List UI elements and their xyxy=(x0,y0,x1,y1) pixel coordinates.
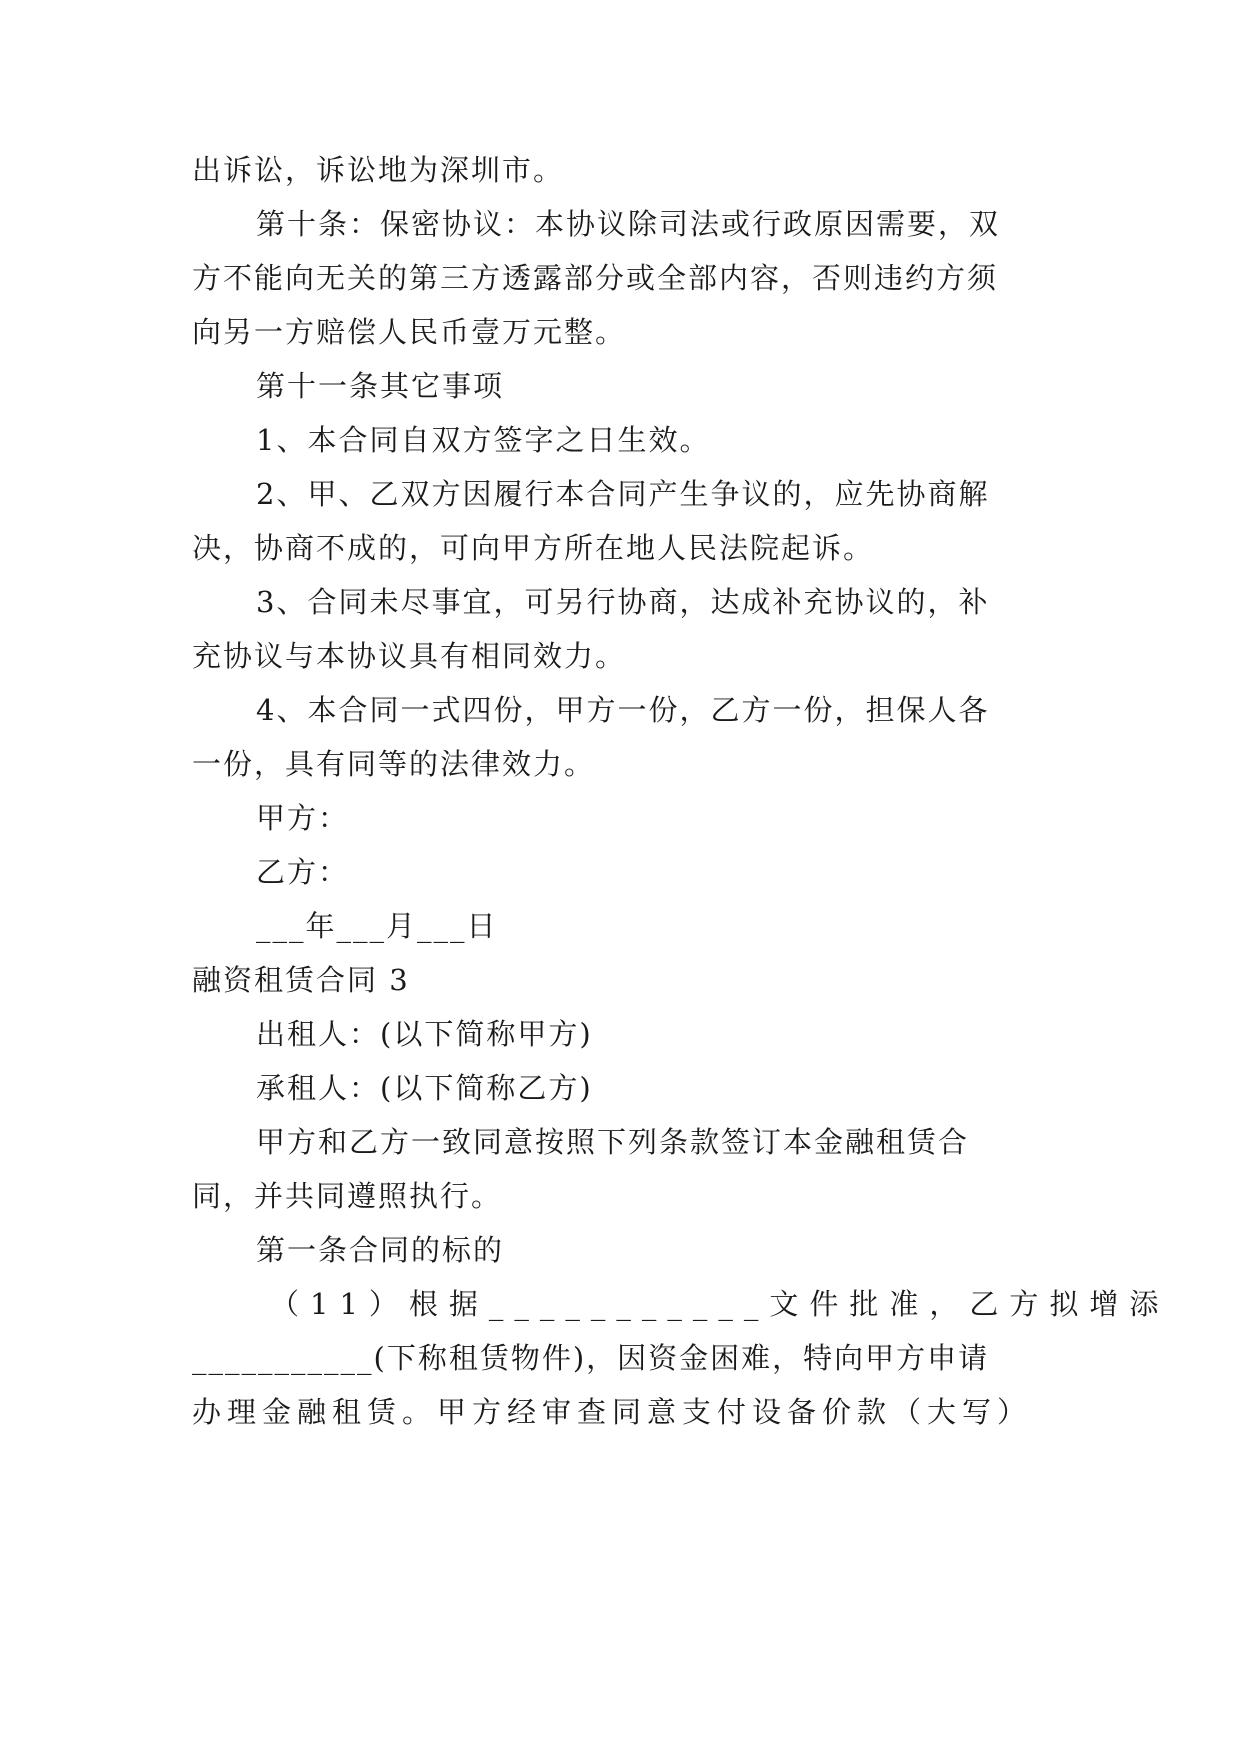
text-line: 向另一方赔偿人民币壹万元整。 xyxy=(192,315,627,349)
heading-line: 第十一条其它事项 xyxy=(256,369,505,403)
text-line: 出租人：(以下简称甲方) xyxy=(256,1017,593,1051)
text-line: 1、本合同自双方签字之日生效。 xyxy=(256,423,711,457)
section-title: 融资租赁合同 3 xyxy=(192,963,410,997)
signature-party-b: 乙方： xyxy=(256,855,350,889)
text-line: 4、本合同一式四份，甲方一份，乙方一份，担保人各 xyxy=(256,693,990,727)
text-line: 出诉讼，诉讼地为深圳市。 xyxy=(192,153,565,187)
heading-line: 第一条合同的标的 xyxy=(256,1233,505,1267)
text-line: 2、甲、乙双方因履行本合同产生争议的，应先协商解 xyxy=(256,477,990,511)
text-line: 决，协商不成的，可向甲方所在地人民法院起诉。 xyxy=(192,531,875,565)
signature-party-a: 甲方： xyxy=(256,801,350,835)
text-line: 同，并共同遵照执行。 xyxy=(192,1179,503,1213)
text-line: 充协议与本协议具有相同效力。 xyxy=(192,639,627,673)
text-line: 3、合同未尽事宜，可另行协商，达成补充协议的，补 xyxy=(256,585,990,619)
text-line: 甲方和乙方一致同意按照下列条款签订本金融租赁合 xyxy=(256,1125,970,1159)
date-line: ___年___月___日 xyxy=(256,909,498,943)
text-line: 方不能向无关的第三方透露部分或全部内容，否则违约方须 xyxy=(192,261,999,295)
text-line: 一份，具有同等的法律效力。 xyxy=(192,747,596,781)
text-line: （11）根据___________文件批准，乙方拟增添 xyxy=(270,1287,1170,1321)
text-line: 办理金融租赁。甲方经审查同意支付设备价款（大写） xyxy=(192,1395,1033,1429)
text-line: 承租人：(以下简称乙方) xyxy=(256,1071,593,1105)
text-line: 第十条：保密协议：本协议除司法或行政原因需要，双 xyxy=(256,207,1001,241)
text-line: ___________(下称租赁物件)，因资金困难，特向甲方申请 xyxy=(192,1341,990,1375)
